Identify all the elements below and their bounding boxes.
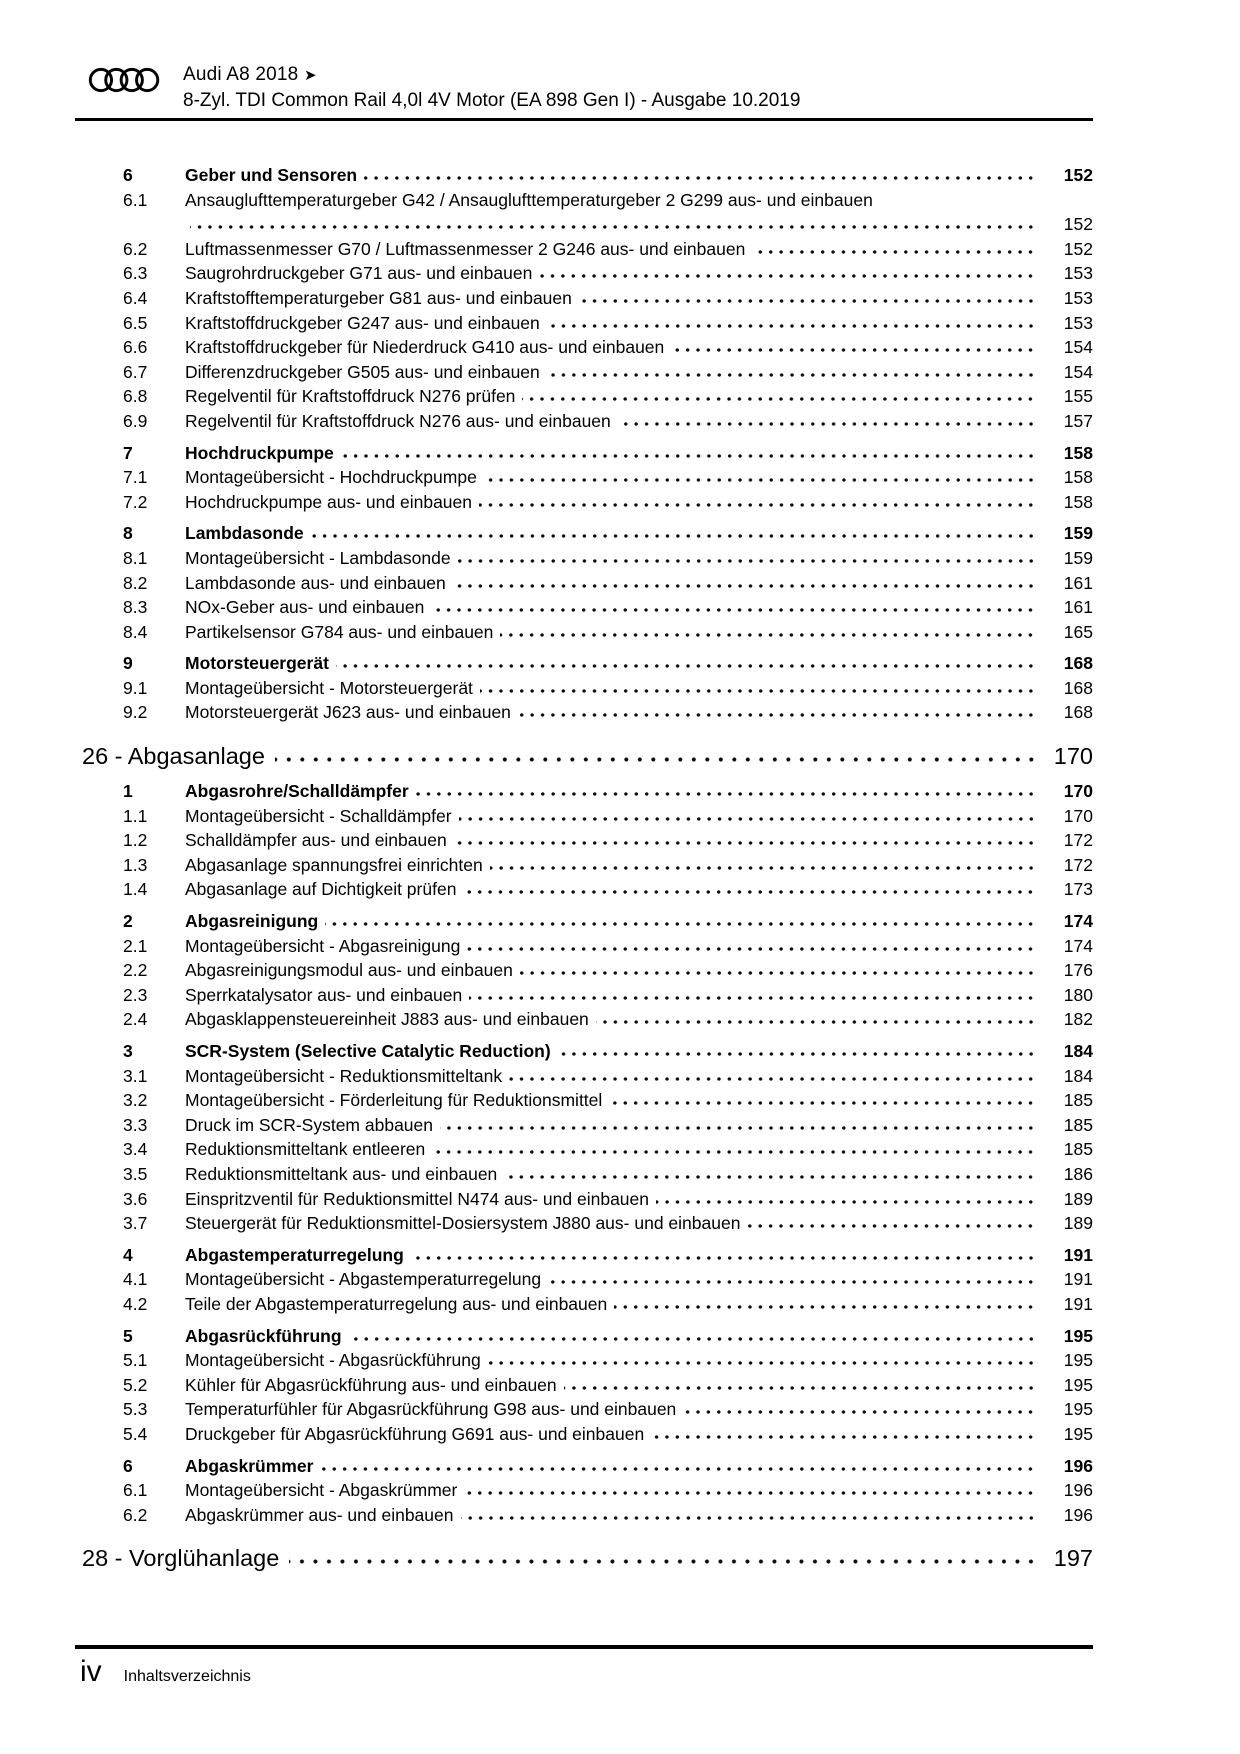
toc-entry	[75, 409, 1093, 434]
toc-entry-page: 191	[1063, 1293, 1093, 1314]
dot-leader	[609, 1092, 1038, 1106]
toc-entry-number: 8.1	[123, 547, 148, 568]
toc-entry-title: Regelventil für Kraftstoffdruck N276 prüfen	[185, 386, 516, 407]
dot-leader	[504, 1166, 1038, 1180]
toc-entry	[75, 958, 1093, 983]
toc-entry	[75, 1267, 1093, 1292]
toc-entry-number: 9.1	[123, 677, 148, 698]
toc-entry-page: 158	[1063, 442, 1093, 463]
toc-entry-title: Einspritzventil für Reduktionsmittel N474 aus- und einbauen	[185, 1188, 650, 1209]
toc-entry-title: Hochdruckpumpe aus- und einbauen	[185, 491, 472, 512]
toc-entry-page: 189	[1063, 1213, 1093, 1234]
dot-leader	[464, 1482, 1038, 1496]
toc-entry	[75, 1422, 1093, 1447]
toc-entry	[75, 1397, 1093, 1422]
toc-entry	[75, 595, 1093, 620]
toc-entry-title: Montageübersicht - Abgasreinigung	[185, 935, 461, 956]
toc-entry-number: 8.3	[123, 597, 148, 618]
toc-entry	[75, 804, 1093, 829]
toc-entry	[75, 1503, 1093, 1528]
toc-entry-page: 153	[1063, 287, 1093, 308]
dot-leader	[311, 525, 1038, 539]
dot-leader	[518, 704, 1038, 718]
toc-entry-title: Motorsteuergerät J623 aus- und einbauen	[185, 702, 511, 723]
toc-entry-number: 4.1	[123, 1269, 148, 1290]
toc-entry-page: 152	[1063, 214, 1093, 235]
toc-entry-page: 170	[1063, 805, 1093, 826]
dot-leader	[539, 265, 1038, 279]
toc-entry-number: 1.2	[123, 830, 148, 851]
toc-entry	[75, 934, 1093, 959]
dot-leader	[488, 1352, 1038, 1366]
dot-leader	[440, 1117, 1038, 1131]
toc-entry-number: 6.7	[123, 361, 148, 382]
toc-entry-page: 170	[1053, 743, 1093, 770]
toc-entry-number: 6.6	[123, 337, 148, 358]
toc-entry-number: 2.2	[123, 960, 148, 981]
dot-leader	[461, 1507, 1039, 1521]
toc-entry-title: Abgasanlage spannungsfrei einrichten	[185, 854, 483, 875]
toc-entry	[75, 877, 1093, 902]
toc-entry-number: 3.6	[123, 1188, 148, 1209]
toc-entry-page: 158	[1063, 491, 1093, 512]
header-brand-line	[183, 62, 800, 88]
toc-entry	[75, 188, 1093, 213]
toc-entry-number: 3.4	[123, 1139, 148, 1160]
toc-entry-page: 159	[1063, 547, 1093, 568]
toc-entry-number: 5.1	[123, 1350, 148, 1371]
dot-leader	[547, 364, 1038, 378]
dot-leader	[453, 575, 1038, 589]
toc-entry-number: 8	[123, 523, 133, 544]
toc-entry-page: 172	[1063, 854, 1093, 875]
toc-entry-number: 6.9	[123, 410, 148, 431]
toc-entry-number: 6.1	[123, 1480, 148, 1501]
toc-entry-title: Steuergerät für Reduktionsmittel-Dosiersystem J880 aus- und einbauen	[185, 1213, 741, 1234]
dot-leader	[411, 1247, 1038, 1261]
toc-entry-number: 9.2	[123, 702, 148, 723]
toc-entry-title: Abgasreinigung	[185, 911, 319, 932]
toc-entry-page: 153	[1063, 312, 1093, 333]
dot-leader	[467, 938, 1038, 952]
toc-list	[75, 156, 1093, 1574]
toc-entry	[75, 546, 1093, 571]
toc-entry-title: Montageübersicht - Hochdruckpumpe	[185, 467, 477, 488]
dot-leader	[564, 1377, 1038, 1391]
toc-entry	[75, 1211, 1093, 1236]
toc-entry-page: 195	[1063, 1423, 1093, 1444]
toc-entry-number: 3.1	[123, 1065, 148, 1086]
dot-leader	[558, 1043, 1038, 1057]
toc-entry	[75, 335, 1093, 360]
toc-entry	[75, 1543, 1093, 1574]
footer-page-number: iv	[80, 1655, 102, 1688]
dot-leader	[275, 747, 1039, 764]
toc-entry-number: 3.7	[123, 1213, 148, 1234]
toc-entry	[75, 1348, 1093, 1373]
toc-entry-page: 191	[1063, 1244, 1093, 1265]
toc-entry-title: Montageübersicht - Reduktionsmitteltank	[185, 1065, 503, 1086]
page-header	[75, 62, 1093, 121]
toc-entry	[75, 163, 1093, 188]
toc-entry-number: 6.5	[123, 312, 148, 333]
toc-entry-page: 158	[1063, 467, 1093, 488]
toc-entry	[75, 1373, 1093, 1398]
toc-entry	[75, 1113, 1093, 1138]
toc-entry-number: 1.1	[123, 805, 148, 826]
dot-leader	[484, 469, 1038, 483]
toc-entry-page: 189	[1063, 1188, 1093, 1209]
toc-entry-page: 165	[1063, 621, 1093, 642]
toc-entry-page: 196	[1063, 1455, 1093, 1476]
arrow-right-icon: ➤	[303, 67, 317, 84]
toc-entry-title: Montageübersicht - Abgastemperaturregelung	[185, 1269, 542, 1290]
toc-entry-page: 185	[1063, 1114, 1093, 1135]
toc-entry-number: 6	[123, 165, 133, 185]
toc-entry	[75, 1162, 1093, 1187]
toc-entry-title: Motorsteuergerät	[185, 653, 329, 674]
dot-leader	[463, 881, 1038, 895]
toc-entry-page: 174	[1063, 935, 1093, 956]
toc-entry-page: 185	[1063, 1139, 1093, 1160]
toc-entry	[75, 828, 1093, 853]
toc-entry-page: 153	[1063, 263, 1093, 284]
toc-entry-page: 195	[1063, 1399, 1093, 1420]
toc-entry-title: Abgastemperaturregelung	[185, 1244, 404, 1265]
toc-entry-page: 185	[1063, 1090, 1093, 1111]
toc-entry-number: 2.3	[123, 984, 148, 1005]
toc-entry-page: 154	[1063, 337, 1093, 358]
toc-entry	[75, 651, 1093, 676]
dot-leader	[325, 913, 1038, 927]
toc-entry	[75, 700, 1093, 725]
toc-entry-number: 1.3	[123, 854, 148, 875]
toc-entry-page: 180	[1063, 984, 1093, 1005]
toc-entry	[75, 237, 1093, 262]
toc-entry-number: 6.2	[123, 1504, 148, 1525]
toc-entry-page: 186	[1063, 1163, 1093, 1184]
toc-entry-title: Lambdasonde aus- und einbauen	[185, 572, 446, 593]
toc-entry-title: Partikelsensor G784 aus- und einbauen	[185, 621, 494, 642]
toc-entry-title: Differenzdruckgeber G505 aus- und einbauen	[185, 361, 540, 382]
toc-entry-title: Reduktionsmitteltank entleeren	[185, 1139, 426, 1160]
toc-entry-title: Luftmassenmesser G70 / Luftmassenmesser 2 G246 aus- und einbauen	[185, 238, 746, 259]
toc-entry	[75, 311, 1093, 336]
page-footer	[75, 1645, 1093, 1688]
dot-leader	[190, 216, 1038, 230]
footer-section-label: Inhaltsverzeichnis	[123, 1668, 251, 1685]
dot-leader	[656, 1191, 1038, 1205]
toc-entry-number: 4	[123, 1244, 133, 1265]
toc-entry-number: 2.4	[123, 1009, 148, 1030]
toc-entry-title: 26 - Abgasanlage	[82, 743, 265, 770]
toc-entry	[75, 360, 1093, 385]
toc-entry-title: Kühler für Abgasrückführung aus- und einbauen	[185, 1374, 557, 1395]
toc-entry-page: 168	[1063, 677, 1093, 698]
dot-leader	[520, 962, 1038, 976]
dot-leader	[547, 315, 1038, 329]
audi-rings-icon	[88, 62, 160, 94]
toc-entry-title: Sperrkatalysator aus- und einbauen	[185, 984, 463, 1005]
toc-entry-title: Teile der Abgastemperaturregelung aus- und einbauen	[185, 1293, 608, 1314]
toc-entry	[75, 1064, 1093, 1089]
dot-leader	[341, 445, 1038, 459]
toc-entry-number: 3	[123, 1041, 133, 1061]
toc-entry-title: Abgasrückführung	[185, 1325, 342, 1346]
toc-entry-page: 184	[1063, 1041, 1093, 1061]
dot-leader	[459, 808, 1038, 822]
toc-entry-number: 2	[123, 911, 133, 932]
dot-leader	[596, 1011, 1038, 1025]
toc-entry	[75, 1454, 1093, 1479]
toc-entry-page: 157	[1063, 410, 1093, 431]
dot-leader	[752, 241, 1038, 255]
toc-entry-title: Ansauglufttemperaturgeber G42 / Ansauglufttemperaturgeber 2 G299 aus- und einbauen	[185, 189, 873, 210]
dot-leader	[479, 494, 1038, 508]
toc-entry-page: 196	[1063, 1480, 1093, 1501]
toc-entry-page: 184	[1063, 1065, 1093, 1086]
toc-entry-page: 182	[1063, 1009, 1093, 1030]
toc-entry-title: Schalldämpfer aus- und einbauen	[185, 830, 447, 851]
dot-leader	[579, 290, 1038, 304]
toc-entry-title: Geber und Sensoren	[185, 165, 358, 185]
toc-entry	[75, 983, 1093, 1008]
toc-entry-page: 172	[1063, 830, 1093, 851]
toc-entry-title: Montageübersicht - Förderleitung für Reduktionsmittel	[185, 1090, 603, 1111]
toc-entry-page: 195	[1063, 1374, 1093, 1395]
toc-entry	[75, 384, 1093, 409]
dot-leader	[416, 783, 1038, 797]
toc-entry-number: 3.2	[123, 1090, 148, 1111]
toc-entry-title: Regelventil für Kraftstoffdruck N276 aus- und einbauen	[185, 410, 611, 431]
dot-leader	[683, 1401, 1038, 1415]
toc-entry	[75, 741, 1093, 772]
toc-entry-number: 6	[123, 1455, 133, 1476]
toc-entry-title: Reduktionsmitteltank aus- und einbauen	[185, 1163, 498, 1184]
dot-leader	[336, 655, 1038, 669]
dot-leader	[747, 1215, 1038, 1229]
toc-entry-number: 7.1	[123, 467, 148, 488]
dot-leader	[490, 857, 1038, 871]
toc-entry-number: 3.3	[123, 1114, 148, 1135]
dot-leader	[500, 624, 1038, 638]
toc-entry-number: 5.2	[123, 1374, 148, 1395]
toc-entry-title: Druck im SCR-System abbauen	[185, 1114, 433, 1135]
toc-entry	[75, 261, 1093, 286]
toc-entry-title: Hochdruckpumpe	[185, 442, 334, 463]
toc-entry-number: 3.5	[123, 1163, 148, 1184]
toc-entry-number: 4.2	[123, 1293, 148, 1314]
toc-entry-number: 7	[123, 442, 133, 463]
toc-entry-page: 197	[1053, 1545, 1093, 1572]
toc-entry	[75, 1243, 1093, 1268]
toc-entry	[75, 909, 1093, 934]
dot-leader	[431, 599, 1038, 613]
toc-entry-number: 7.2	[123, 491, 148, 512]
toc-entry-title: NOx-Geber aus- und einbauen	[185, 597, 425, 618]
toc-entry-page: 161	[1063, 597, 1093, 618]
toc-entry-page: 170	[1063, 781, 1093, 802]
dot-leader	[432, 1141, 1038, 1155]
header-brand: Audi A8 2018	[183, 64, 299, 85]
toc-entry-page: 155	[1063, 386, 1093, 407]
toc-entry-title: Kraftstofftemperaturgeber G81 aus- und einbauen	[185, 287, 572, 308]
toc-entry	[75, 1007, 1093, 1032]
toc-entry-page: 168	[1063, 653, 1093, 674]
toc-entry	[75, 286, 1093, 311]
toc-entry-page: 174	[1063, 911, 1093, 932]
toc-entry-page: 195	[1063, 1325, 1093, 1346]
toc-entry	[75, 1324, 1093, 1349]
dot-leader	[320, 1458, 1038, 1472]
toc-entry	[75, 1292, 1093, 1317]
toc-entry-title: SCR-System (Selective Catalytic Reduction)	[185, 1041, 551, 1061]
toc-entry-page: 168	[1063, 702, 1093, 723]
toc-entry-title: Montageübersicht - Lambdasonde	[185, 547, 451, 568]
toc-entry-page: 173	[1063, 879, 1093, 900]
toc-entry-number: 2.1	[123, 935, 148, 956]
toc-entry-page: 191	[1063, 1269, 1093, 1290]
toc-entry	[75, 521, 1093, 546]
toc-entry-title: 28 - Vorglühanlage	[82, 1545, 280, 1572]
toc-entry	[75, 441, 1093, 466]
toc-entry-number: 8.2	[123, 572, 148, 593]
toc-entry-number: 6.4	[123, 287, 148, 308]
dot-leader	[651, 1426, 1038, 1440]
dot-leader	[349, 1328, 1038, 1342]
toc-entry-page: 152	[1063, 238, 1093, 259]
toc-entry-title: Abgaskrümmer	[185, 1455, 314, 1476]
toc-entry-title: Abgasklappensteuereinheit J883 aus- und einbauen	[185, 1009, 589, 1030]
toc-entry	[75, 1187, 1093, 1212]
toc-entry-title: Montageübersicht - Motorsteuergerät	[185, 677, 473, 698]
toc-entry-title: Abgasrohre/Schalldämpfer	[185, 781, 409, 802]
toc-entry-title: Abgaskrümmer aus- und einbauen	[185, 1504, 454, 1525]
toc-entry	[75, 1039, 1093, 1064]
toc-entry-page: 196	[1063, 1504, 1093, 1525]
toc-entry-title: Montageübersicht - Schalldämpfer	[185, 805, 452, 826]
dot-leader	[618, 413, 1038, 427]
toc-entry-page: 176	[1063, 960, 1093, 981]
toc-entry	[75, 1478, 1093, 1503]
toc-entry	[75, 853, 1093, 878]
toc-entry-number: 5	[123, 1325, 133, 1346]
dot-leader	[454, 832, 1038, 846]
toc-entry-number: 1.4	[123, 879, 148, 900]
toc-entry-page: 195	[1063, 1350, 1093, 1371]
toc-entry-title: Kraftstoffdruckgeber für Niederdruck G410 aus- und einbauen	[185, 337, 665, 358]
toc-entry	[75, 779, 1093, 804]
dot-leader	[469, 987, 1038, 1001]
toc-entry	[75, 571, 1093, 596]
toc-entry-title: Montageübersicht - Abgaskrümmer	[185, 1480, 458, 1501]
dot-leader	[548, 1271, 1038, 1285]
toc-entry-title: Kraftstoffdruckgeber G247 aus- und einbauen	[185, 312, 540, 333]
toc-entry-page: 161	[1063, 572, 1093, 593]
toc-entry-number: 5.4	[123, 1423, 148, 1444]
toc-entry	[75, 465, 1093, 490]
header-subtitle: 8-Zyl. TDI Common Rail 4,0l 4V Motor (EA 898 Gen I) - Ausgabe 10.2019	[183, 90, 801, 111]
toc-entry-title: Abgasreinigungsmodul aus- und einbauen	[185, 960, 513, 981]
dot-leader	[480, 680, 1038, 694]
toc-entry-title: Druckgeber für Abgasrückführung G691 aus- und einbauen	[185, 1423, 645, 1444]
toc-entry-number: 6.8	[123, 386, 148, 407]
toc-entry-number: 9	[123, 653, 133, 674]
toc-entry	[75, 1137, 1093, 1162]
dot-leader	[289, 1549, 1039, 1566]
dot-leader	[671, 339, 1038, 353]
toc-entry-number: 5.3	[123, 1399, 148, 1420]
toc-entry	[75, 490, 1093, 515]
toc-entry	[75, 620, 1093, 645]
toc-entry-title: Montageübersicht - Abgasrückführung	[185, 1350, 481, 1371]
toc-entry	[75, 676, 1093, 701]
dot-leader	[364, 167, 1038, 181]
toc-entry	[75, 1088, 1093, 1113]
dot-leader	[509, 1068, 1038, 1082]
toc-entry-title: Lambdasonde	[185, 523, 304, 544]
toc-entry-number: 1	[123, 781, 133, 802]
toc-entry-title: Saugrohrdruckgeber G71 aus- und einbauen	[185, 263, 533, 284]
toc-entry-page: 152	[1063, 165, 1093, 185]
toc-entry-continuation	[75, 212, 1093, 237]
dot-leader	[522, 388, 1038, 402]
toc-entry-number: 6.2	[123, 238, 148, 259]
toc-entry-number: 8.4	[123, 621, 148, 642]
toc-entry-page: 159	[1063, 523, 1093, 544]
dot-leader	[614, 1296, 1038, 1310]
toc-entry-title: Abgasanlage auf Dichtigkeit prüfen	[185, 879, 457, 900]
toc-entry-number: 6.1	[123, 189, 148, 210]
dot-leader	[458, 550, 1038, 564]
toc-entry-page: 154	[1063, 361, 1093, 382]
toc-entry-title: Temperaturfühler für Abgasrückführung G98 aus- und einbauen	[185, 1399, 677, 1420]
toc-entry-number: 6.3	[123, 263, 148, 284]
